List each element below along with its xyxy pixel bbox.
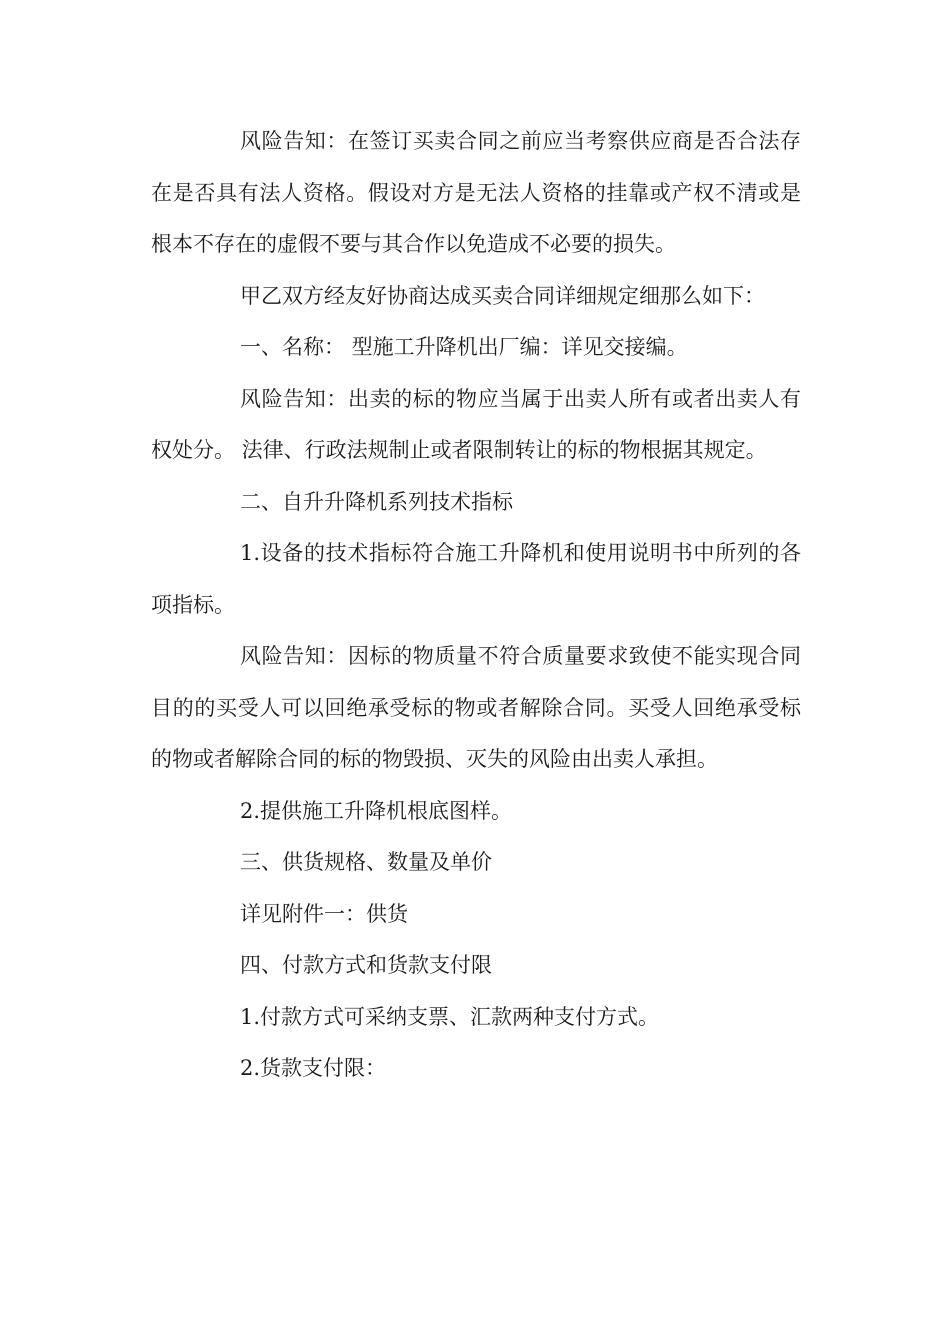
paragraph-section-2-item-1: 1.设备的技术指标符合施工升降机和使用说明书中所列的各项指标。 (151, 541, 801, 617)
paragraph-risk-notice-2: 风险告知：出卖的标的物应当属于出卖人所有或者出卖人有权处分。 法律、行政法规制止或者限制转让的标的物根据其规定。 (151, 386, 801, 462)
paragraph-risk-notice-3: 风险告知：因标的物质量不符合质量要求致使不能实现合同目的的买受人可以回绝承受标的物或者解除合同。买受人回绝承受标的物或者解除合同的标的物毁损、灭失的风险由出卖人承担。 (151, 644, 801, 771)
paragraph-risk-notice-1: 风险告知：在签订买卖合同之前应当考察供应商是否合法存在是否具有法人资格。假设对方是无法人资格的挂靠或产权不清或是根本不存在的虚假不要与其合作以免造成不必要的损失。 (151, 129, 801, 256)
paragraph-section-4-heading: 四、付款方式和货款支付限 (240, 953, 492, 977)
paragraph-section-2-item-2: 2.提供施工升降机根底图样。 (240, 798, 513, 823)
document-body (151, 116, 801, 1095)
paragraph-section-4-item-1: 1.付款方式可采纳支票、汇款两种支付方式。 (240, 1004, 660, 1029)
paragraph-section-1-name: 一、名称： 型施工升降机出厂编：详见交接编。 (240, 335, 688, 359)
paragraph-section-2-heading: 二、自升升降机系列技术指标 (240, 489, 513, 514)
paragraph-agreement-intro: 甲乙双方经友好协商达成买卖合同详细规定细那么如下： (240, 283, 765, 308)
paragraph-section-4-item-2: 2.货款支付限： (240, 1056, 387, 1080)
paragraph-section-3-detail: 详见附件一：供货 (240, 901, 408, 926)
paragraph-section-3-heading: 三、供货规格、数量及单价 (240, 850, 492, 874)
